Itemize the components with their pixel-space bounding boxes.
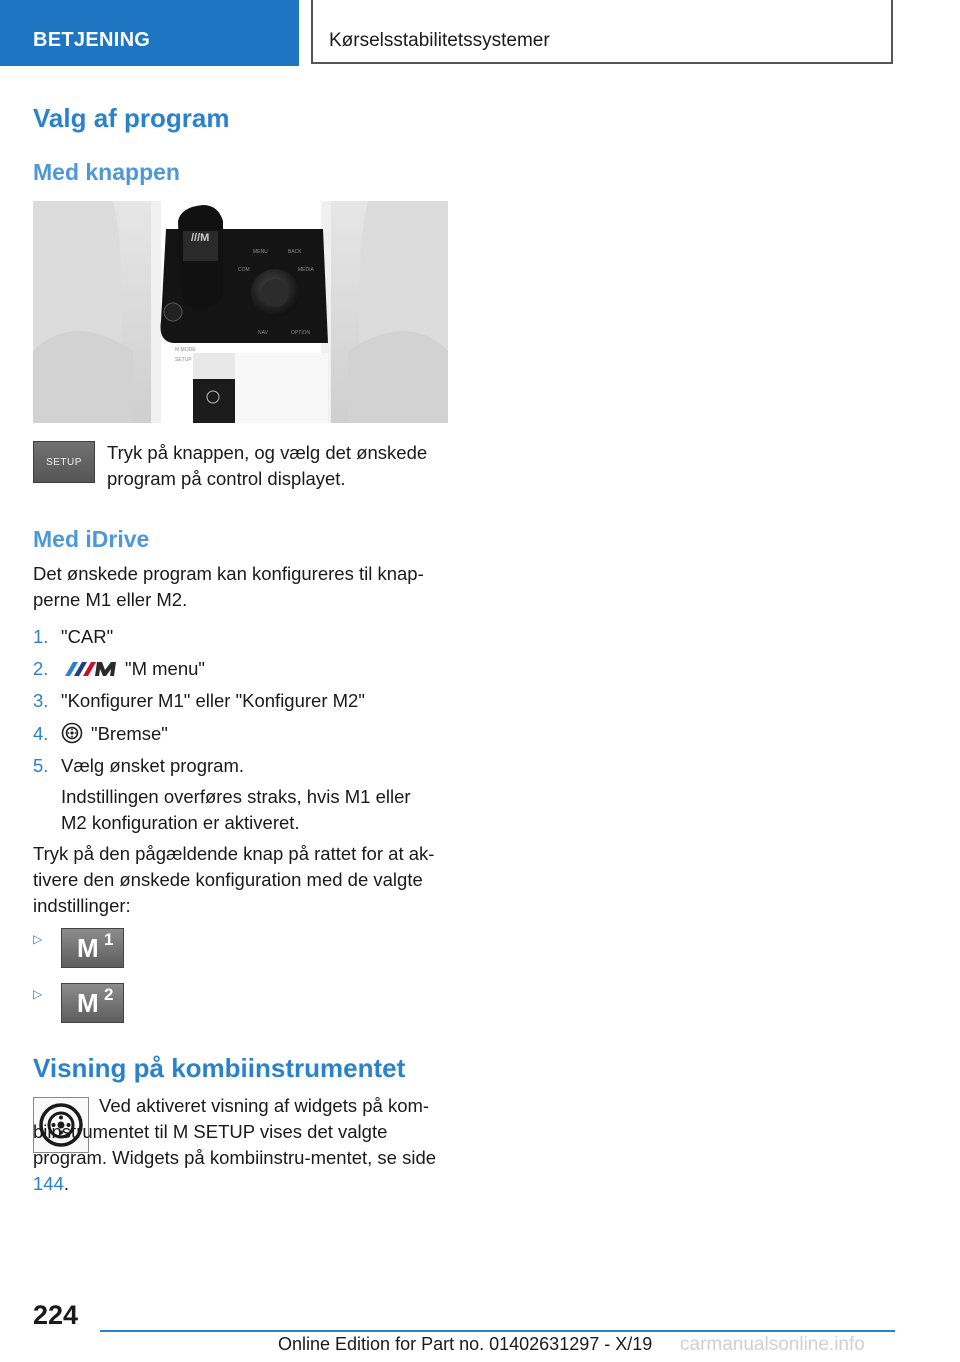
- page-link-144[interactable]: 144: [33, 1173, 64, 1194]
- section-title: BETJENING: [33, 29, 151, 51]
- svg-text:OPTION: OPTION: [291, 330, 311, 336]
- heading-med-idrive: Med iDrive: [33, 526, 150, 552]
- m1-label: M: [77, 933, 99, 963]
- step-number: 3.: [33, 690, 49, 711]
- m-logo-icon: [61, 660, 117, 678]
- watermark: carmanualsonline.info: [680, 1334, 865, 1355]
- m1-button-icon: [61, 928, 124, 968]
- step-number: 2.: [33, 658, 49, 679]
- svg-text:BACK: BACK: [288, 249, 302, 255]
- svg-text:NAV: NAV: [258, 330, 268, 336]
- bullet-marker: ▷: [33, 932, 43, 946]
- step-number: 5.: [33, 755, 49, 776]
- display-text: Ved aktiveret visning af widgets på kom-biinstrumentet til M SETUP vises det valgte program. Widgets på kombiinstru-mentet, se side: [33, 1095, 437, 1168]
- chapter-title: Kørselsstabilitetssystemer: [329, 30, 550, 51]
- step-text: "CAR": [61, 626, 114, 647]
- m2-button-icon: [61, 983, 124, 1023]
- brake-icon: [61, 722, 83, 744]
- svg-text:MEDIA: MEDIA: [298, 267, 314, 273]
- step-number: 1.: [33, 626, 49, 647]
- m2-label: M: [77, 988, 99, 1018]
- page-title: Valg af program: [33, 103, 230, 133]
- step-text: Vælg ønsket program.: [61, 755, 245, 776]
- setup-instruction: Tryk på knappen, og vælg det ønskede program på control displayet.: [107, 442, 428, 489]
- page-number: 224: [33, 1300, 79, 1330]
- setup-button-label: SETUP: [46, 456, 82, 468]
- heading-med-knappen: Med knappen: [33, 159, 180, 185]
- center-console-photo: [33, 201, 448, 423]
- step-text: "Konfigurer M1" eller "Konfigurer M2": [61, 690, 365, 711]
- steering-wheel-instruction: Tryk på den pågældende knap på rattet for at ak-tivere den ønskede konfiguration med de valgte indstillinger:: [33, 843, 435, 916]
- display-text-end: .: [63, 1173, 70, 1194]
- svg-text:M MODE: M MODE: [175, 347, 196, 353]
- m1-sub: 1: [104, 930, 114, 949]
- svg-text:SETUP: SETUP: [175, 357, 192, 363]
- edition-text: Online Edition for Part no. 01402631297 - X/19: [278, 1334, 653, 1354]
- display-paragraph: [33, 1093, 445, 1197]
- bullet-marker: ▷: [33, 987, 43, 1001]
- step5-note: Indstillingen overføres straks, hvis M1 eller M2 konfiguration er aktiveret.: [61, 786, 411, 833]
- footer-divider: [100, 1330, 895, 1332]
- chapter-tab: [311, 0, 893, 64]
- setup-button-icon: [33, 441, 95, 483]
- step-number: 4.: [33, 723, 49, 744]
- step-text: "M menu": [125, 658, 205, 679]
- step-text: "Bremse": [91, 723, 168, 744]
- svg-text:COM: COM: [238, 267, 250, 273]
- svg-text:///M: ///M: [191, 232, 210, 244]
- idrive-intro: Det ønskede program kan konfigureres til knap-perne M1 eller M2.: [33, 563, 424, 610]
- section-tab: [0, 0, 299, 66]
- heading-visning: Visning på kombiinstrumentet: [33, 1053, 406, 1083]
- svg-text:MENU: MENU: [253, 249, 268, 255]
- m2-sub: 2: [104, 985, 114, 1004]
